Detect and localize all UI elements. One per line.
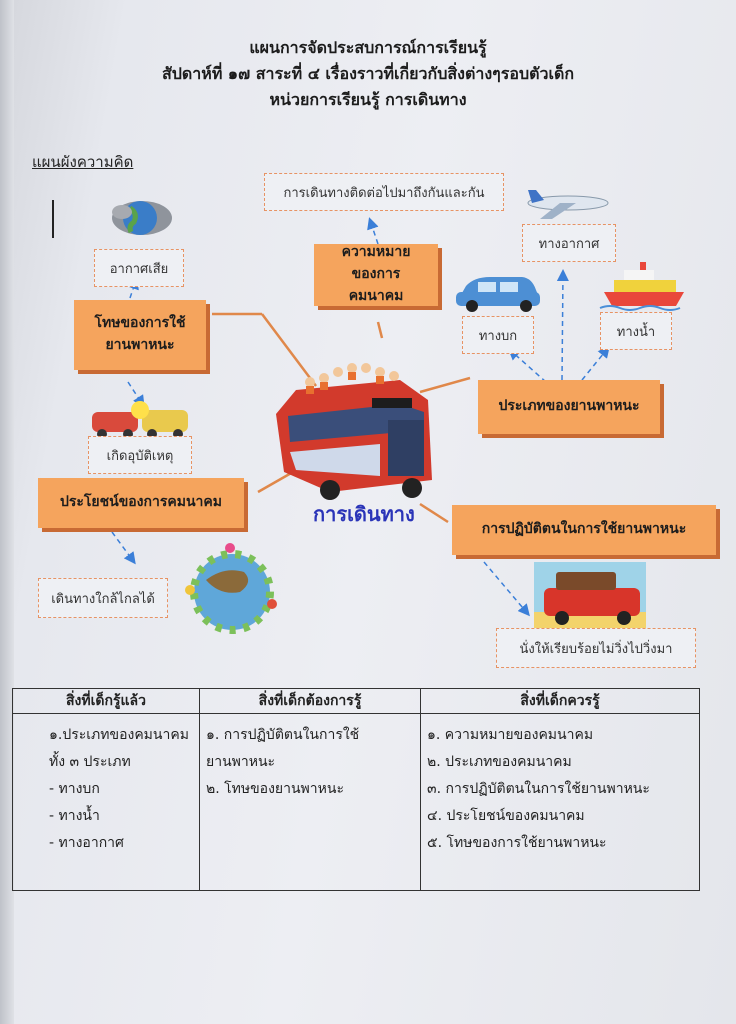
mind-map-title: แผนผังความคิด <box>32 153 134 171</box>
node-land-transport: ทางบก <box>462 316 534 354</box>
header-want: สิ่งที่เด็กต้องการรู้ <box>200 689 421 714</box>
node-water-transport: ทางน้ำ <box>600 312 672 350</box>
should-line: ๓. การปฏิบัติตนในการใช้ยานพาหนะ <box>427 781 650 797</box>
known-line: - ทางบก <box>49 781 100 797</box>
car-crash-icon <box>92 401 188 439</box>
known-line: ทั้ง ๓ ประเภท <box>49 754 131 770</box>
airplane-icon <box>528 190 608 219</box>
ship-icon <box>600 262 684 310</box>
should-line: ๔. ประโยชน์ของคมนาคม <box>427 808 585 824</box>
should-line: ๕. โทษของการใช้ยานพาหนะ <box>427 835 607 851</box>
node-air-pollution: อากาศเสีย <box>94 249 184 287</box>
known-line: - ทางอากาศ <box>49 835 124 851</box>
cell-known <box>13 714 200 891</box>
plan-week-subtitle: สัปดาห์ที่ ๑๗ สาระที่ ๔ เรื่องราวที่เกี่ยวกับสิ่งต่างๆรอบตัวเด็ก <box>161 64 575 83</box>
should-line: ๑. ความหมายของคมนาคม <box>427 727 594 743</box>
want-line: ๑. การปฏิบัติตนในการใช้ <box>206 727 360 743</box>
header-known: สิ่งที่เด็กรู้แล้ว <box>13 689 200 714</box>
plan-title: แผนการจัดประสบการณ์การเรียนรู้ <box>249 38 487 57</box>
earth-icon <box>185 543 277 630</box>
plan-unit-title: หน่วยการเรียนรู้ การเดินทาง <box>269 90 467 109</box>
should-line: ๒. ประเภทของคมนาคม <box>427 754 572 770</box>
node-accident: เกิดอุบัติเหตุ <box>88 436 192 474</box>
known-line: ๑.ประเภทของคมนาคม <box>49 727 189 743</box>
car-icon <box>456 277 540 312</box>
knowledge-table <box>12 688 700 891</box>
double-decker-bus-illustration <box>276 363 432 500</box>
node-practice: การปฏิบัติตนในการใช้ยานพาหนะ <box>452 505 716 555</box>
node-meaning-detail: การเดินทางติดต่อไปมาถึงกันและกัน <box>264 173 504 211</box>
cell-want <box>200 714 421 891</box>
node-meaning: ความหมายของการคมนาคม <box>314 244 438 306</box>
want-line: ๒. โทษของยานพาหนะ <box>206 781 344 797</box>
node-types: ประเภทของยานพาหนะ <box>478 380 660 434</box>
known-line: - ทางน้ำ <box>49 808 100 824</box>
globe-smog-icon <box>112 201 172 235</box>
node-air-transport: ทางอากาศ <box>522 224 616 262</box>
node-practice-detail: นั่งให้เรียบร้อยไม่วิ่งไปวิ่งมา <box>496 628 696 668</box>
center-topic: การเดินทาง <box>313 502 415 526</box>
cell-should <box>421 714 700 891</box>
family-car-icon <box>534 562 646 628</box>
want-line: ยานพาหนะ <box>206 754 276 770</box>
node-benefit-detail: เดินทางใกล้ไกลได้ <box>38 578 168 618</box>
header-should: สิ่งที่เด็กควรรู้ <box>421 689 700 714</box>
node-benefits: ประโยชน์ของการคมนาคม <box>38 478 244 528</box>
node-dangers: โทษของการใช้ยานพาหนะ <box>74 300 206 370</box>
